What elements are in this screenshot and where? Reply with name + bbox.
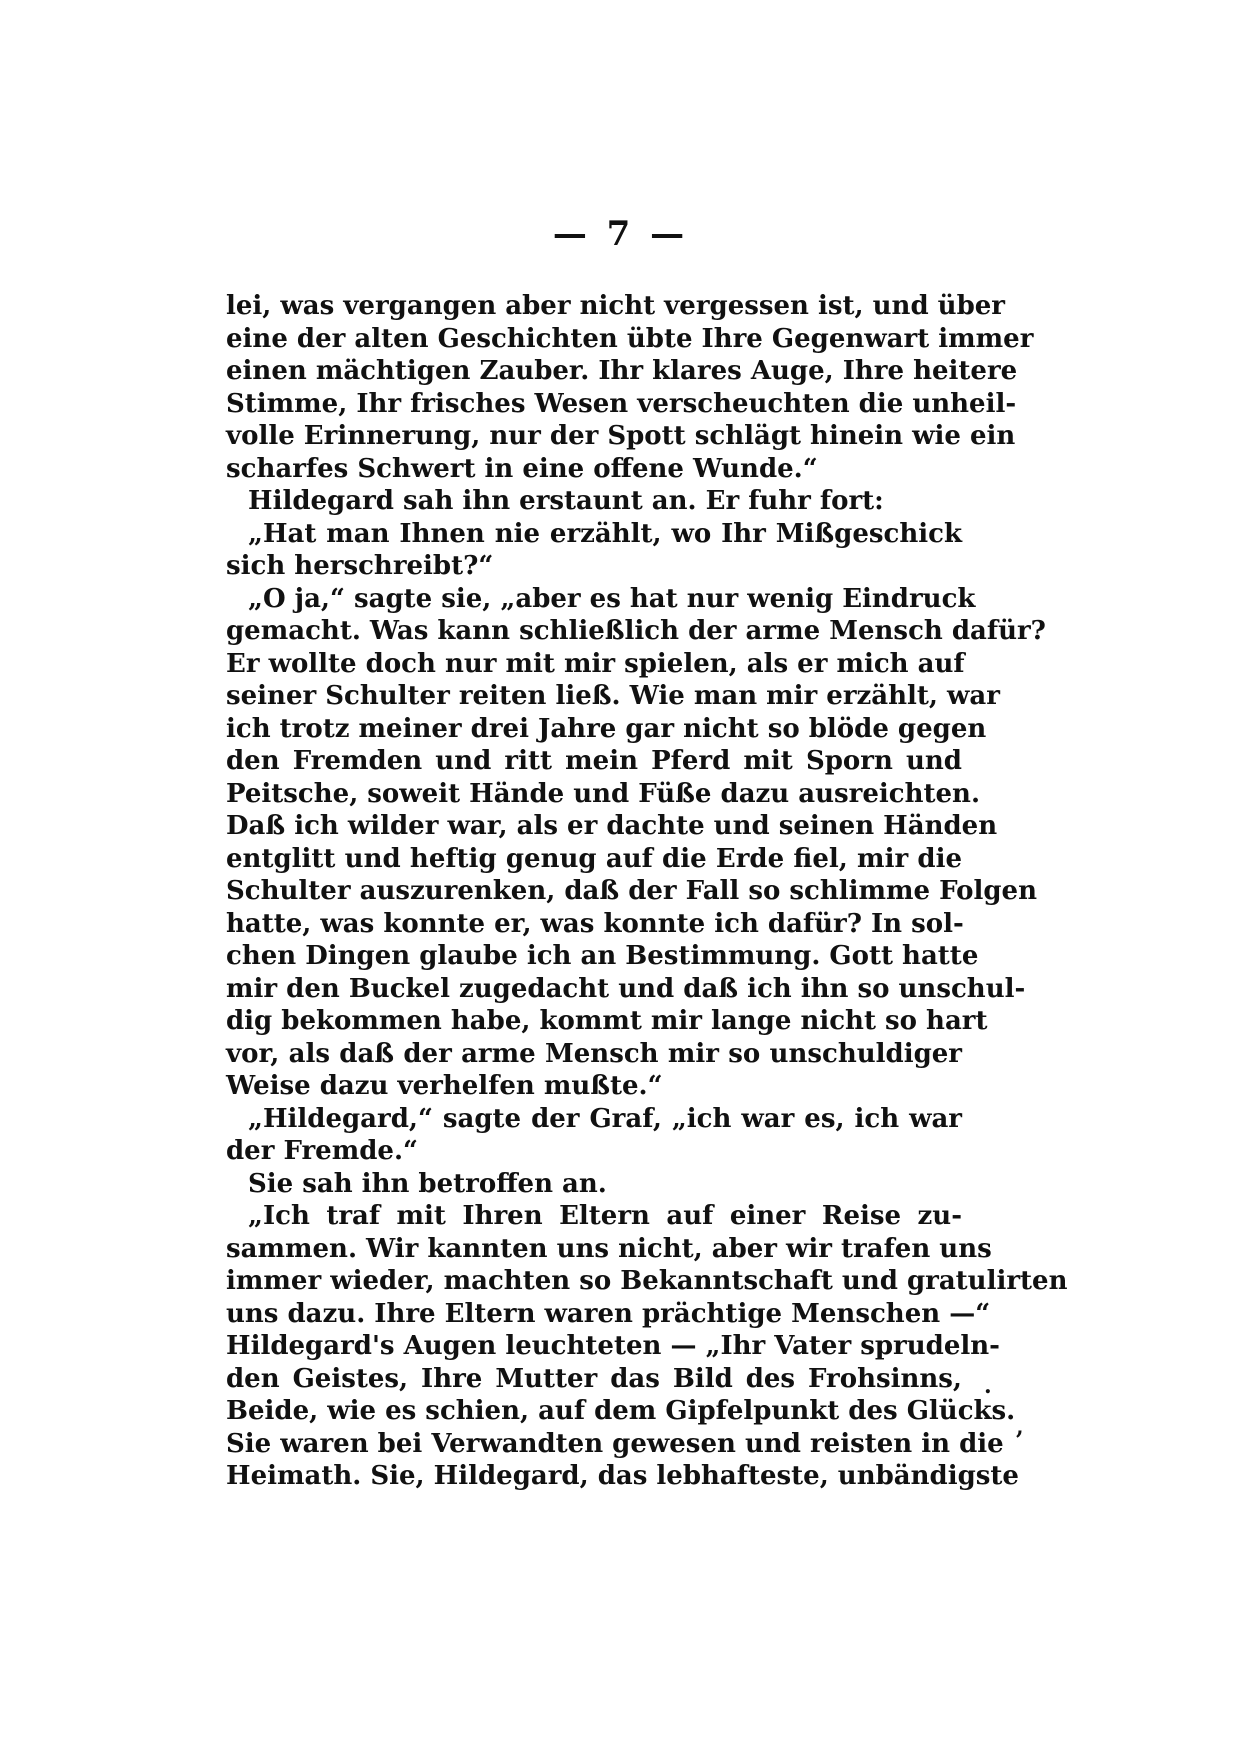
text-line: volle Erinnerung, nur der Spott schlägt hinein wie ein [226, 421, 1016, 451]
text-line: Peitsche, soweit Hände und Füße dazu ausreichten. [226, 778, 981, 809]
text-line: hatte, was konnte er, was konnte ich dafür? In sol- [226, 908, 964, 939]
text-line: entglitt und heftig genug auf die Erde fiel, mir die [226, 843, 962, 874]
text-line: seiner Schulter reiten ließ. Wie man mir erzählt, war [226, 681, 1000, 711]
text-line: Beide, wie es schien, auf dem Gipfelpunkt des Glücks. [226, 1396, 1016, 1426]
margin-mark: . [984, 1373, 992, 1399]
text-line: vor, als daß der arme Mensch mir so unschuldiger [226, 1038, 962, 1069]
text-line: mir den Buckel zugedacht und daß ich ihn so unschul- [226, 973, 1026, 1004]
text-line: gemacht. Was kann schließlich der arme Mensch dafür? [226, 616, 1046, 646]
text-line: Er wollte doch nur mit mir spielen, als er mich auf [226, 648, 965, 679]
page-number: — 7 — [552, 214, 689, 254]
text-line: Daß ich wilder war, als er dachte und seinen Händen [226, 811, 998, 841]
text-line: scharfes Schwert in eine offene Wunde.“ [226, 453, 818, 484]
text-line: „O ja,“ sagte sie, „aber es hat nur wenig Eindruck [248, 583, 976, 614]
text-line: immer wieder, machten so Bekanntschaft und gratulirten [226, 1266, 1068, 1296]
margin-mark: , [1016, 1414, 1024, 1440]
text-line: ich trotz meiner drei Jahre gar nicht so blöde gegen [226, 713, 987, 744]
text-line: Stimme, Ihr frisches Wesen verscheuchten die unheil- [226, 388, 1017, 419]
text-line: Hildegard's Augen leuchteten — „Ihr Vater sprudeln- [226, 1331, 1000, 1361]
text-line: Schulter auszurenken, daß der Fall so schlimme Folgen [226, 876, 1038, 906]
text-line: uns dazu. Ihre Eltern waren prächtige Menschen —“ [226, 1298, 991, 1329]
text-line: den Fremden und ritt mein Pferd mit Sporn und [226, 746, 962, 776]
text-line: dig bekommen habe, kommt mir lange nicht so hart [226, 1006, 988, 1036]
text-line: Sie sah ihn betroffen an. [248, 1168, 607, 1199]
text-line: „Hildegard,“ sagte der Graf, „ich war es, ich war [248, 1103, 962, 1134]
text-line: den Geistes, Ihre Mutter das Bild des Frohsinns, [226, 1363, 962, 1394]
text-line: Sie waren bei Verwandten gewesen und reisten in die [226, 1428, 1004, 1459]
text-line: der Fremde.“ [226, 1136, 418, 1166]
text-line: eine der alten Geschichten übte Ihre Gegenwart immer [226, 323, 1034, 354]
text-line: sammen. Wir kannten uns nicht, aber wir trafen uns [226, 1233, 992, 1264]
text-line: einen mächtigen Zauber. Ihr klares Auge, Ihre heitere [226, 356, 1018, 386]
text-line: chen Dingen glaube ich an Bestimmung. Gott hatte [226, 941, 979, 971]
body-text [226, 290, 1068, 1493]
text-line: lei, was vergangen aber nicht vergessen ist, und über [226, 291, 1005, 321]
text-line: „Ich traf mit Ihren Eltern auf einer Reise zu- [248, 1201, 962, 1231]
text-line: Weise dazu verhelfen mußte.“ [226, 1071, 663, 1101]
text-line: Hildegard sah ihn erstaunt an. Er fuhr fort: [248, 486, 884, 516]
text-line: „Hat man Ihnen nie erzählt, wo Ihr Mißgeschick [248, 518, 962, 549]
text-line: Heimath. Sie, Hildegard, das lebhafteste, unbändigste [226, 1461, 1019, 1491]
text-line: sich herschreibt?“ [226, 551, 494, 581]
